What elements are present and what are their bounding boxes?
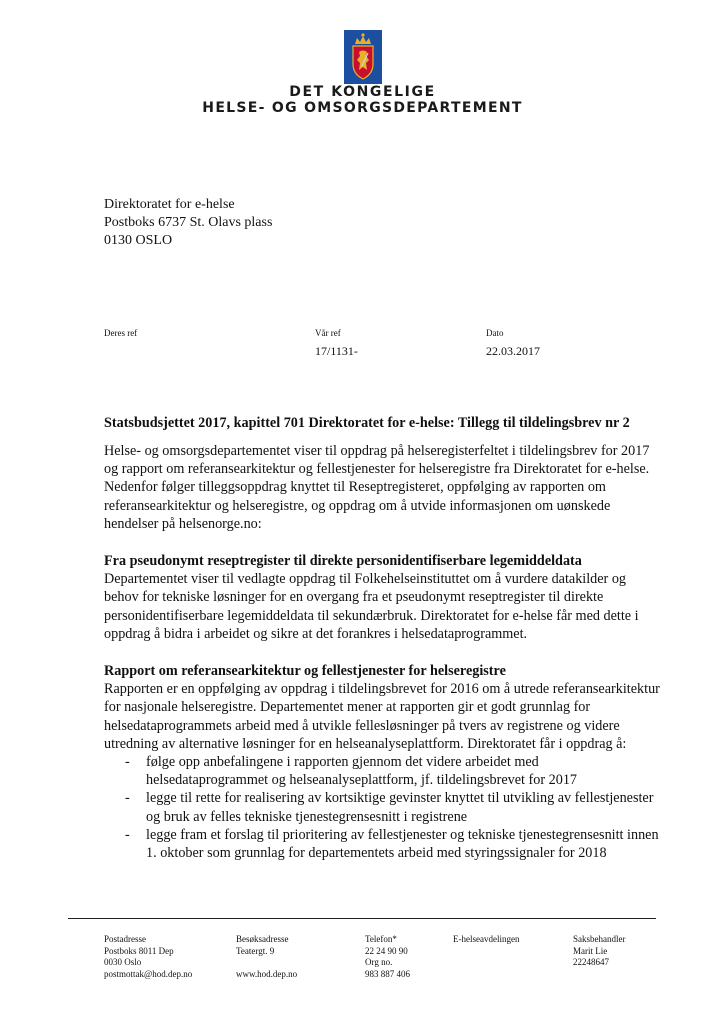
coat-of-arms-logo (344, 30, 382, 84)
letterhead-line-1: DET KONGELIGE (289, 84, 436, 100)
besoksadresse-label: Besøksadresse (236, 934, 289, 944)
dato-label: Dato (486, 328, 504, 338)
section-1-heading: Fra pseudonymt reseptregister til direkte personidentifiserbare legemiddeldata (104, 553, 582, 569)
recipient-street: Postboks 6737 St. Olavs plass (104, 215, 273, 230)
section-2 (104, 662, 664, 862)
postmottak-email[interactable]: postmottak@hod.dep.no (104, 968, 193, 979)
recipient-name: Direktoratet for e-helse (104, 197, 235, 212)
var-ref-value: 17/1131- (315, 344, 358, 358)
list-item-text: legge fram et forslag til prioritering av fellestjenester og tekniske tjenestegrensesnitt innen 1. oktober som grunnlag for departementets arbeid med styringssignaler for 2018 (146, 826, 659, 862)
footer-saksbehandler (573, 934, 625, 969)
list-item (104, 789, 664, 825)
deres-ref-label: Deres ref (104, 328, 138, 338)
telefon-number: 22 24 90 90 (365, 945, 408, 956)
footer-divider (68, 918, 656, 919)
saksbehandler-label: Saksbehandler (573, 934, 626, 944)
section-2-heading: Rapport om referansearkitektur og fellestjenester for helseregistre (104, 663, 506, 679)
postadresse-line-1: Postboks 8011 Dep (104, 945, 174, 956)
avdeling-name: E-helseavdelingen (453, 934, 520, 944)
footer-postadresse (104, 934, 192, 980)
website-link[interactable]: www.hod.dep.no (236, 968, 298, 979)
bullet-dash: - (125, 826, 130, 843)
saksbehandler-phone: 22248647 (573, 957, 609, 967)
org-label: Org no. (365, 957, 393, 967)
list-item (104, 826, 664, 862)
bullet-dash: - (125, 790, 130, 807)
besoksadresse-line-1: Teatergt. 9 (236, 945, 275, 956)
bullet-dash: - (125, 754, 130, 771)
postadresse-label: Postadresse (104, 934, 146, 944)
saksbehandler-name: Marit Lie (573, 945, 608, 956)
footer-besoksadresse (236, 934, 297, 980)
list-item-text: følge opp anbefalingene i rapporten gjennom det videre arbeidet med helsedataprogrammet og helseanalyseplattform, jf. tildelingsbrevet for 2017 (146, 754, 578, 789)
letter-title: Statsbudsjettet 2017, kapittel 701 Direktoratet for e-helse: Tillegg til tildelingsbrev nr 2 (104, 415, 630, 431)
letterhead-line-2: HELSE- OG OMSORGSDEPARTEMENT (202, 100, 523, 116)
list-item-text: legge til rette for realisering av kortsiktige gevinster knyttet til utvikling av fellestjenester og bruk av felles tekniske tjenestegrensesnitt i registrene (146, 790, 654, 825)
section-2-text: Rapporten er en oppfølging av oppdrag i tildelingsbrevet for 2016 om å utrede referansearkitektur for nasjonale helseregistre. Departementet mener at rapporten gir et godt grunnlag for helsedataprogrammets arbeid med å utvikle fellesløsninger på tvers av registrene og videre utredning av alternative løsninger for en helseanalyseplattform. Direktoratet får i oppdrag å: (104, 681, 660, 752)
dato-value: 22.03.2017 (486, 344, 540, 358)
recipient-city: 0130 OSLO (104, 233, 173, 248)
recipient-address (104, 196, 272, 250)
task-list (104, 753, 664, 862)
org-number: 983 887 406 (365, 968, 410, 979)
footer-telefon (365, 934, 410, 980)
var-ref-label: Vår ref (315, 328, 341, 338)
section-1-text: Departementet viser til vedlagte oppdrag til Folkehelseinstituttet om å vurdere datakilder og behov for tekniske løsninger for en overgang fra et pseudonymt reseptregister til direkte personidentifiserbare legemiddeldata til sekundærbruk. Direktoratet for e-helse får med dette i oppdrag å bidra i arbeidet og sikre at det forankres i helsedataprogrammet. (104, 571, 639, 642)
footer-avdeling (453, 934, 519, 946)
postadresse-line-2: 0030 Oslo (104, 957, 142, 967)
intro-paragraph: Helse- og omsorgsdepartementet viser til oppdrag på helseregisterfeltet i tildelingsbrev for 2017 og rapport om referansearkitektur og fellestjenester for helseregistre fra Direktoratet for e-helse. Nedenfor følger tilleggsoppdrag knyttet til Reseptregisteret, oppfølging av rapporten om referansearkitektur og helseregistre, og oppdrag om å utvide informasjonen om uønskede hendelser på helsenorge.no: (104, 443, 650, 532)
list-item (104, 753, 664, 789)
telefon-label: Telefon* (365, 934, 397, 944)
section-1 (104, 552, 664, 643)
footer-spacer (236, 957, 297, 969)
